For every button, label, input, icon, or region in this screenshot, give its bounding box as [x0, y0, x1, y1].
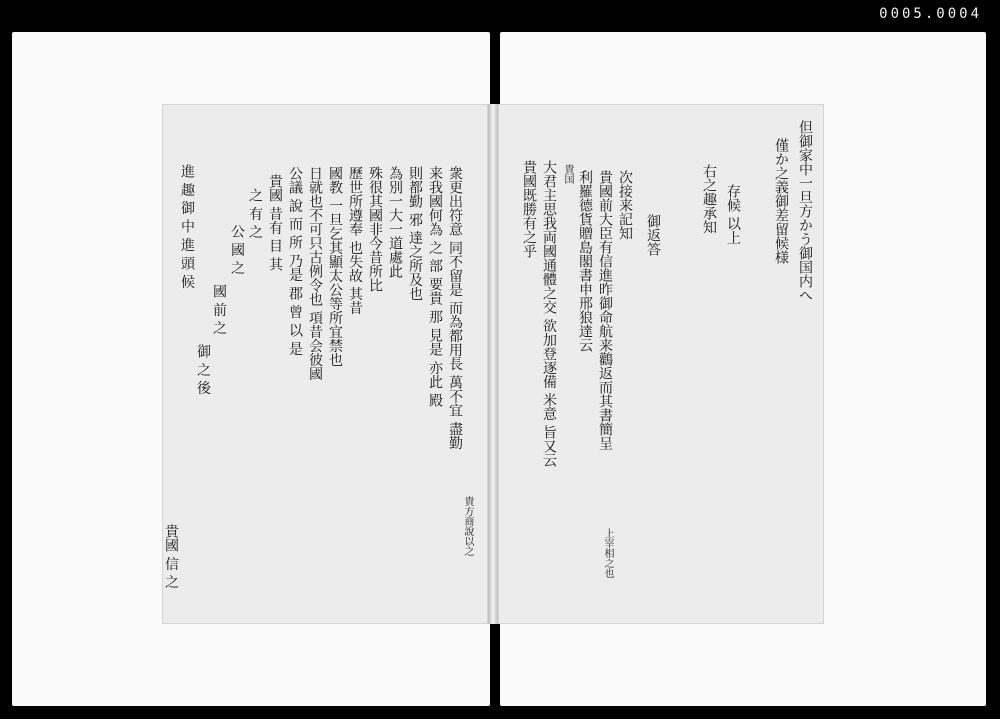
signature-note: 上宰相之也 — [602, 528, 613, 578]
text-column: 國 前 之 — [211, 284, 227, 335]
text-column: 貴國 昔有 目 其 — [267, 174, 283, 272]
text-column: 進 趣 御 中 進 頭 候 — [179, 164, 195, 289]
text-column: 御 之 後 — [195, 344, 211, 395]
text-column: 衆更出符意 同不留是 而為都用長 萬不宜 盡勤 — [447, 166, 463, 450]
text-column: 貴國 信 之 — [163, 524, 179, 589]
text-column: 國教 一旦乞其顯太公等所宜禁也 — [327, 166, 343, 367]
text-column: 利羅德貨贈島閣書申邢狼達云 — [577, 170, 593, 352]
text-column: 次接来記知 — [617, 170, 633, 240]
text-column: 公議 說 而 所 乃是 郡 曾 以 是 — [287, 166, 303, 356]
frame-number: 0005.0004 — [879, 6, 982, 22]
text-column: 御返答 — [645, 214, 661, 256]
text-column: 来我國何為 之 部 要貴 那 見是 亦此 殿 — [427, 166, 443, 408]
text-column: 右之趣承知 — [701, 164, 717, 234]
text-column: 貴国 — [562, 164, 573, 184]
text-column: 為別一大一道處此 — [387, 166, 403, 278]
left-page — [162, 104, 488, 624]
text-column: 但御家中一旦方かう御国内へ — [797, 120, 813, 302]
right-page — [498, 104, 824, 624]
text-column: 殊很其國非今昔所比 — [367, 166, 383, 292]
text-column: 貴國既勝有之乎 — [521, 160, 537, 258]
text-column: 日就也不可只古例令也 項昔会彼國 — [307, 166, 323, 381]
text-column: 貴國前大臣有信進昨御命航来鸛返而其書簡呈 — [597, 170, 613, 450]
text-column: 大君主思我両國通體之交 欲加登逐備 米意 旨又云 — [541, 160, 557, 468]
text-column: 僅か之義御差留候様 — [773, 138, 789, 264]
text-column: 之 有 之 — [247, 188, 263, 239]
marginal-annotation: 貴方商說以之 — [462, 496, 473, 556]
text-column: 則都勤 邪 達之所及也 — [407, 166, 423, 301]
text-column: 歷世所遵奉 也失故 其昔 — [347, 166, 363, 315]
text-column: 存候 以上 — [725, 184, 741, 245]
text-column: 公 國 之 — [229, 224, 245, 275]
book-gutter — [488, 104, 498, 624]
